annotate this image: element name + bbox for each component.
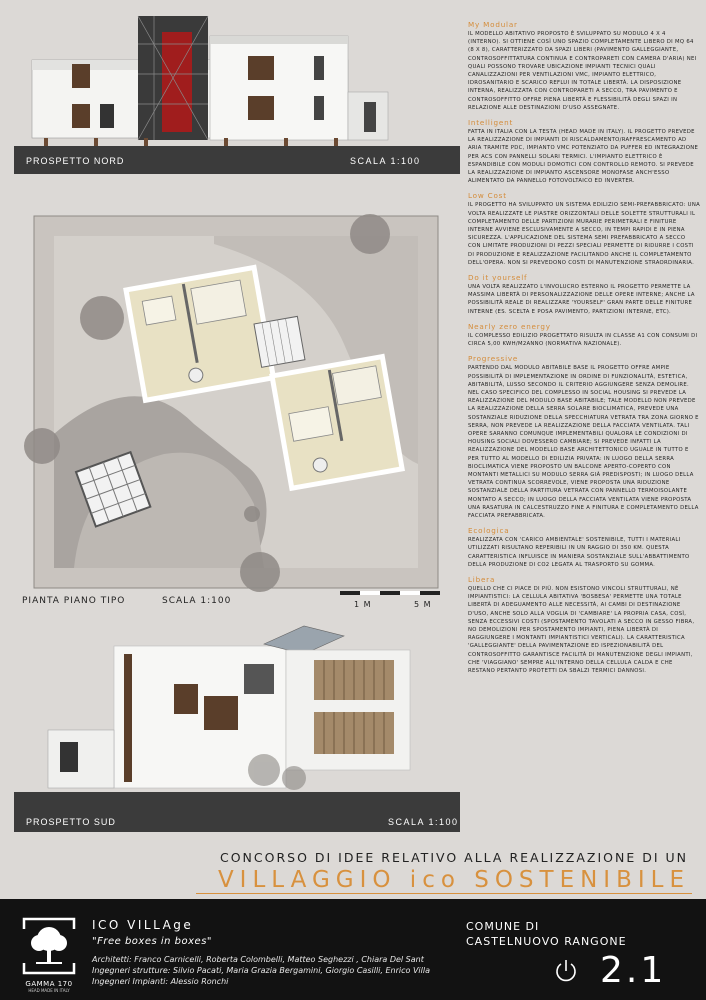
comune-name: CASTELNUOVO RANGONE (466, 935, 627, 948)
north-label: PROSPETTO NORD (26, 156, 125, 166)
plan-label: PIANTA PIANO TIPO (22, 596, 126, 606)
section-title: Libera (468, 574, 496, 584)
credits-systems: Ingegneri Impianti: Alessio Ronchi (92, 977, 229, 986)
section-title: Intelligent (468, 118, 514, 128)
project-title: VILLAGGIO ico SOSTENIBILE (217, 867, 690, 893)
project-motto: "Free boxes in boxes" (92, 936, 213, 947)
footer (0, 899, 706, 1000)
section-body: REALIZZATA CON 'CARICO AMBIENTALE' SOSTENIBILE, TUTTI I MATERIALI UTILIZZATI RISULTANO REPERIBILI IN UN RAGGIO DI 350 KM. QUESTA CARATTERISTICA INFLUISCE IN MANIERA SOSTANZIALE SULL'ABBATTIMENTO DELLA PRODUZIONE DI CO2 LEGATA AL TRASPORTO SU GOMMA. (468, 537, 690, 568)
floor-plan-drawing (14, 214, 460, 594)
plan-scale: SCALA 1:100 (162, 596, 232, 606)
gamma-logo (22, 917, 76, 993)
section-body: IL MODELLO ABITATIVO PROPOSTO È SVILUPPATO SU MODULO 4 X 4 (INTERNO). SI OTTIENE COSÌ UNO SPAZIO COMPLETAMENTE LIBERO DI MQ 64 (8 X 8), CARATTERIZZATO DA SPAZI LIBERI (PAVIMENTO GALLEGGIANTE, CONTROSOFFITTATURA CONTINUA E CONTROPARETI CON CAMERA D'ARIA) NEI QUALI POSSONO TROVARE UBICAZIONE IMPIANTI TECNICI QUALI CANALIZZAZIONI PER VENTILAZIONI VMC, IMPIANTO ELETTRICO, IDROSANITARIO E SCARICO REFLUI IN TOTALE LIBERTÀ. LA DISPOSIZIONE INTERNA, REALIZZATA CON CONTROPARETI A SECCO, TRA PAVIMENTO E CONTROSOFFITTO OFFRE PIENA LIBERTÀ E FLESSIBILITÀ DEGLI SPAZI IN RELAZIONE ALLE DESTINAZIONI D'USO ASSEGNATE. (468, 31, 697, 111)
credits-architects: Architetti: Franco Carnicelli, Roberta Colombelli, Matteo Seghezzi , Chiara Del Sant (92, 955, 424, 964)
section-body: UNA VOLTA REALIZZATO L'INVOLUCRO ESTERNO IL PROGETTO PERMETTE LA MASSIMA LIBERTÀ DI PERSONALIZZAZIONE DELLE OPERE INTERNE; ANCHE LA POSSIBILITÀ REALE DI REALIZZARE 'YOURSELF' GRAN PARTE DELLE FINITURE INTERNE (ES. SCELTA E POSA PAVIMENTO, PARTIZIONI INTERNE, ETC). (468, 284, 695, 315)
section-do-it-yourself (468, 273, 700, 316)
scale-bar-5m: 5 M (414, 600, 432, 609)
section-nearly-zero-energy (468, 322, 700, 348)
north-elevation-render (14, 14, 460, 174)
logo-name: GAMMA 170 (25, 980, 73, 988)
section-progressive (468, 354, 700, 520)
competition-title: CONCORSO DI IDEE RELATIVO ALLA REALIZZAZIONE DI UN (219, 850, 688, 865)
section-body: QUELLO CHE CI PIACE DI PIÙ. NON ESISTONO VINCOLI STRUTTURALI, NÉ IMPIANTISTICI: LA CELLULA ABITATIVA 'BOSBESA' PERMETTE UNA TOTALE LIBERTÀ DI ADEGUAMENTO ALLE NECESSITÀ, AI CAMBI DI DESTINAZIONE D'USO, ANCHE SOLO ALLA VOGLIA DI 'CAMBIARE' LA PROPRIA CASA, COSÌ, SENZA ECCESSIVI COSTI (SPOSTAMENTO TAVOLATI A SECCO IN GESSO FIBRA, NO DEMOLIZIONI PER SPOSTAMENTO IMPIANTI, PIENA LIBERTÀ DI RAGGIUNGERE I MONTANTI IMPIANTISTICI VERTICALI). LA CARATTERISTICA 'GALLEGGIANTE' DELLA PAVIMENTAZIONE ED ISPEZIONABILITÀ DEL CONTROSOFFITTO GARANTISCE FACILITÀ DI MANUTENZIONE DEGLI IMPIANTI, CHE 'VIAGGIANO' SEMPRE ALL'INTERNO DELLA CELLULA CALDA E CHE RESTANO PERTANTO PROTETTI DA SBALZI TERMICI DANNOSI. (468, 585, 695, 674)
section-low-cost (468, 191, 700, 267)
section-body: FATTA IN ITALIA CON LA TESTA (HEAD MADE IN ITALY). IL PROGETTO PREVEDE LA REALIZZAZIONE DI IMPIANTI DI RISCALDAMENTO/RAFFRESCAMENTO AD ARIA TRAMITE PDC, IMPIANTO VMC POTENZIATO DA PUFFER ED INTEGRAZIONE PER ACS CON PANNELLI SOLARI TERMICI. L'IMPIANTO ELETTRICO È ESPANDIBILE CON MODULI DOMOTICI CON CONTROLLO REMOTO. SI PREVEDE LA REALIZZAZIONE DI IMPIANTO ASCENSORE MONOFASE ANCH'ESSO ALIMENTATO DA PANNELLO FOTOVOLTAICO ED INVERTER. (468, 129, 699, 185)
comune-label: COMUNE DI (466, 920, 540, 933)
section-title: Do it yourself (468, 273, 528, 283)
section-title: Low Cost (468, 191, 507, 201)
description-column (468, 20, 700, 820)
section-ecologica (468, 526, 700, 569)
power-icon (554, 959, 578, 983)
tree-icon (22, 917, 76, 975)
south-label: PROSPETTO SUD (26, 817, 116, 827)
section-title: Ecologica (468, 526, 510, 536)
section-my-modular (468, 20, 700, 112)
north-elevation-drawing (14, 14, 460, 174)
project-name: ICO VILLAge (92, 918, 194, 932)
section-title: Progressive (468, 354, 519, 364)
section-body: IL COMPLESSO EDILIZIO PROGETTATO RISULTA IN CLASSE A1 CON CONSUMI DI CIRCA 5,00 KWH/M2ANNO (NORMATIVA NAZIONALE). (468, 332, 698, 348)
section-title: Nearly zero energy (468, 321, 551, 331)
section-body: PARTENDO DAL MODULO ABITABILE BASE IL PROGETTO OFFRE AMPIE POSSIBILITÀ DI IMPLEMENTAZIONE IN ORDINE DI FUNZIONALITÀ, ESTETICA, ABITABILITÀ, LUSSO SECONDO IL CRITERIO AGGIUNGERE SENZA DEMOLIRE. NEL CASO SPECIFICO DEL COMPLESSO IN SOCIAL HOUSING SI PREVEDE LA REALIZZAZIONE DEL MODULO BASE ABITABILE; TALE MODELLO NON PREVEDE LA REALIZZAZIONE DELLA SERRA SOLARE BIOCLIMATICA, PREVEDE UNA SOSTANZIALE RIDUZIONE DELLA SPECCHIATURA VETRATA TRA ZONA GIORNO E SERRA, NON PREVEDE LA REALIZZAZIONE DELLA FACCIATA VENTILATA. TALI OPERE SARANNO COMUNQUE IMPLEMENTABILI QUALORA LE CONDIZIONI DI HOUSING SOCIALI DOVESSERO CAMBIARE; SI PREVEDE INFATTI LA REALIZZAZIONE DEL MODELLO BASE ARCHITETTONICO UGUALE IN TUTTO E PER TUTTO AL MODELLO DI EDILIZIA PRIVATA: IN LUOGO DELLA SERRA BIOCLIMATICA VIENE PROPOSTO UN BALCONE APERTO-COPERTO CON MONTANTI METALLICI SU MODULO SERRA GIÀ PREDISPOSTI; IN LUOGO DELLA VETRATA CONTINUA SCORREVOLE, VIENE PROPOSTA UNA RIDUZIONE SOSTANZIALE DELLA PARTITURA VETRATA CON PANNELLO TERMOISOLANTE MONTATO A SECCO; IN LUOGO DELLA FACCIATA VENTILATA VIENE PROPOSTA UNA RASATURA IN CALCESTRUZZO FINE A FINITURA E COMPLETAMENTO DELLA FACCIATA PREFABBRICATA. (468, 365, 699, 519)
north-scale: SCALA 1:100 (350, 156, 421, 166)
scale-bar-1m: 1 M (354, 600, 372, 609)
section-intelligent (468, 118, 700, 185)
south-elevation-render (14, 620, 460, 832)
section-title: My Modular (468, 20, 518, 29)
credits-structures: Ingegneri strutture: Silvio Pacati, Maria Grazia Bergamini, Giorgio Casilli, Enrico Villa (92, 966, 430, 975)
floor-plan-render (14, 214, 460, 594)
board-number: 2.1 (600, 950, 667, 991)
logo-sub: HEAD MADE IN ITALY (28, 988, 70, 993)
section-libera (468, 575, 700, 675)
scale-bar (340, 591, 440, 595)
south-elevation-drawing (14, 620, 460, 832)
section-body: IL PROGETTO HA SVILUPPATO UN SISTEMA EDILIZIO SEMI-PREFABBRICATO: UNA VOLTA REALIZZATE LE PIASTRE ORIZZONTALI DELLE SOLETTE STRUTTURALI IL COMPLETAMENTO DELLE PARTIZIONI MURARIE PERIMETRALI E FINITURE INTERNE AVVIENE ESCLUSIVAMENTE A SECCO, IN TEMPI RAPIDI E IN PIENA SICUREZZA. L'APPLICAZIONE DEL SISTEMA SEMI PREFABBRICATO A SECCO CON LIMITATE PRODUZIONI DI PEZZI SPECIALI PERMETTE DI RIDURRE I COSTI DI PRODUZIONE E REALIZZAZIONE FACILITANDO ANCHE IL COMPLETAMENTO DELL'OPERA. NON SI PREVEDONO COSTI DI MANUTENZIONE STRAORDINARIA. (468, 202, 700, 266)
title-divider (196, 893, 692, 894)
south-scale: SCALA 1:100 (388, 817, 459, 827)
